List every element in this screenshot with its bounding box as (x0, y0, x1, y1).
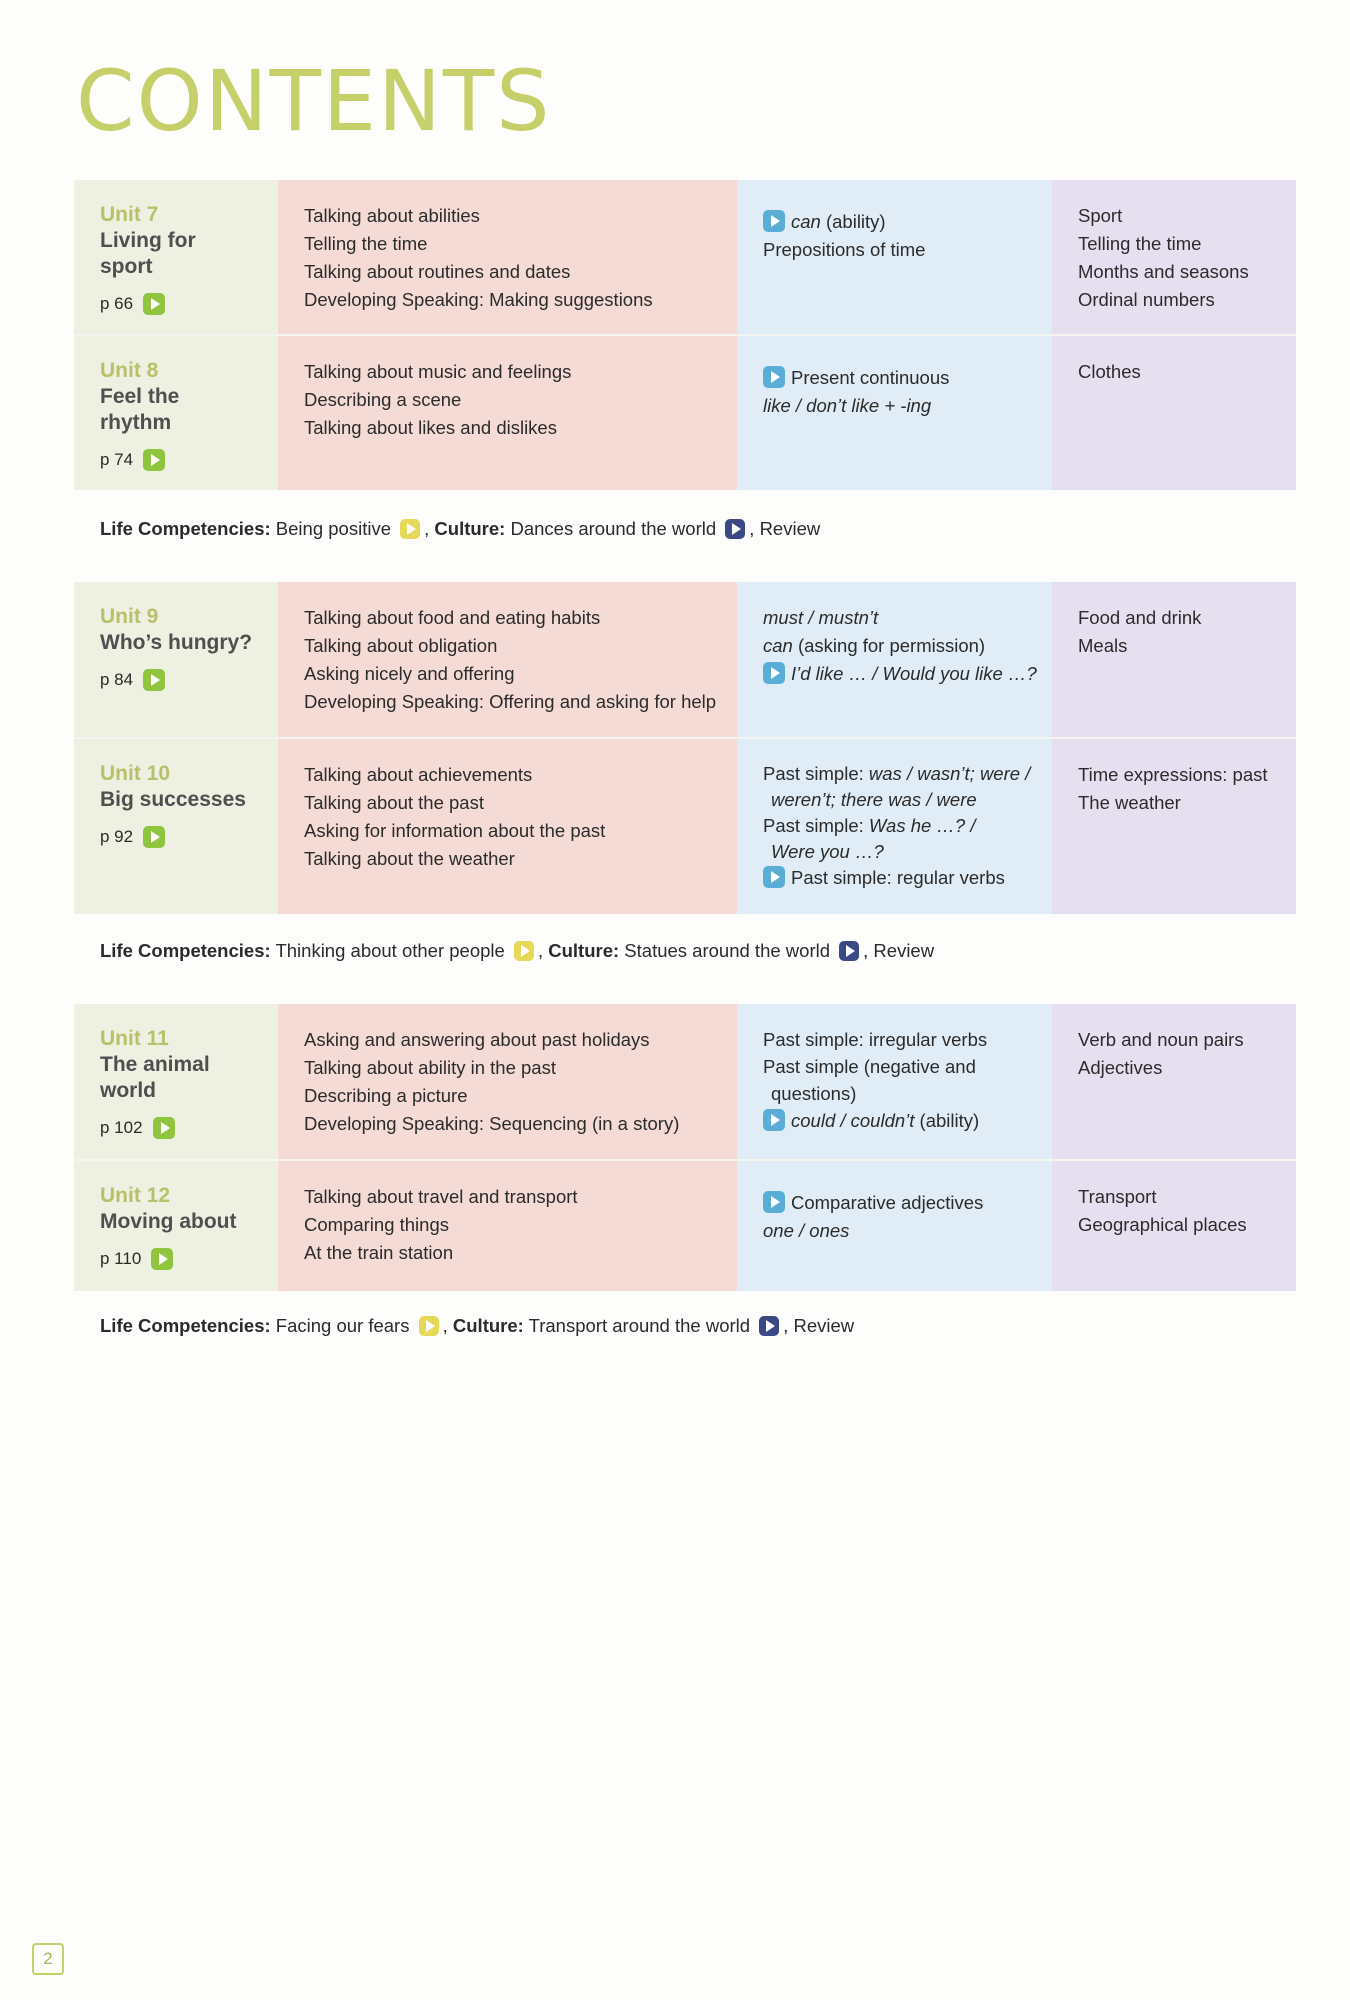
unit-row-11 (74, 1004, 1296, 1161)
function-item: Talking about the past (304, 792, 484, 813)
function-item: Talking about achievements (304, 764, 533, 785)
vocab-item: Meals (1078, 635, 1128, 656)
culture-text: Dances around the world (505, 518, 722, 539)
separator: , (537, 940, 549, 961)
unit-title: world (100, 1079, 156, 1102)
unit-page: p 102 (100, 1118, 143, 1137)
separator: , (424, 518, 435, 539)
review-link[interactable]: , Review (749, 518, 821, 539)
grammar-item: Past simple (negative and (763, 1056, 976, 1077)
vocab-item: Months and seasons (1078, 261, 1249, 282)
grammar-item: weren’t; there was / were (771, 789, 977, 810)
function-item: Talking about abilities (304, 205, 480, 226)
unit-page: p 110 (100, 1249, 142, 1268)
grammar-item: Present continuous (791, 367, 950, 388)
unit-title: Feel the (100, 385, 180, 408)
function-item: Describing a picture (304, 1085, 468, 1106)
grammar-item: was / wasn’t; were / (868, 763, 1031, 784)
function-item: Developing Speaking: Sequencing (in a story) (304, 1113, 680, 1134)
grammar-item: I’d like … / Would you like …? (791, 663, 1037, 684)
vocab-item: Food and drink (1078, 607, 1202, 628)
unit-cell (74, 1161, 278, 1291)
grammar-item: Past simple: (763, 763, 869, 784)
unit-title: sport (100, 255, 153, 278)
grammar-cell (737, 739, 1052, 914)
grammar-cell (737, 180, 1052, 334)
block-footer (100, 518, 820, 540)
vocab-item: Clothes (1078, 361, 1141, 382)
grammar-item: can (791, 211, 821, 232)
grammar-item: questions) (771, 1083, 857, 1104)
unit-cell (74, 180, 278, 334)
life-competencies-text: Thinking about other people (270, 940, 510, 961)
unit-page: p 84 (100, 670, 134, 689)
separator: , (442, 1315, 453, 1336)
contents-block-1 (74, 180, 1296, 490)
unit-number: Unit 12 (100, 1184, 171, 1207)
unit-cell (74, 336, 278, 490)
grammar-cell (737, 582, 1052, 737)
vocabulary-cell (1052, 1004, 1296, 1159)
unit-cell (74, 582, 278, 737)
play-icon[interactable] (839, 941, 859, 961)
grammar-item: (ability) (820, 211, 886, 232)
play-icon[interactable] (763, 1109, 785, 1131)
grammar-item: (asking for permission) (792, 635, 986, 656)
page-number: 2 (32, 1943, 64, 1975)
function-item: Talking about likes and dislikes (304, 417, 557, 438)
unit-title: Living for (100, 229, 196, 252)
page-title: CONTENTS (76, 52, 552, 150)
vocabulary-cell (1052, 180, 1296, 334)
culture-label: Culture: (548, 940, 620, 961)
unit-page: p 92 (100, 827, 134, 846)
function-item: Describing a scene (304, 389, 462, 410)
functions-cell (278, 1161, 737, 1291)
unit-row-8 (74, 336, 1296, 490)
vocabulary-cell (1052, 336, 1296, 490)
play-icon[interactable] (514, 941, 534, 961)
unit-number: Unit 9 (100, 605, 159, 628)
unit-cell (74, 1004, 278, 1159)
play-icon[interactable] (759, 1316, 779, 1336)
life-competencies-label: Life Competencies: (100, 518, 271, 539)
unit-row-12 (74, 1161, 1296, 1291)
grammar-item: one / ones (763, 1220, 850, 1241)
grammar-item: must / mustn’t (763, 607, 879, 628)
grammar-item: Past simple: (763, 815, 869, 836)
play-icon[interactable] (763, 366, 785, 388)
grammar-item: can (763, 635, 793, 656)
grammar-cell (737, 1004, 1052, 1159)
grammar-item: Was he …? / (868, 815, 976, 836)
play-icon[interactable] (143, 669, 165, 691)
vocab-item: Verb and noun pairs (1078, 1029, 1244, 1050)
function-item: Asking and answering about past holidays (304, 1029, 650, 1050)
function-item: At the train station (304, 1242, 454, 1263)
unit-title: The animal (100, 1053, 210, 1076)
life-competencies-text: Facing our fears (270, 1315, 415, 1336)
vocab-item: Adjectives (1078, 1057, 1163, 1078)
function-item: Developing Speaking: Offering and asking for help (304, 691, 717, 712)
unit-row-9 (74, 582, 1296, 739)
unit-number: Unit 10 (100, 762, 171, 785)
grammar-item: like / don’t like + -ing (763, 395, 932, 416)
vocabulary-cell (1052, 582, 1296, 737)
function-item: Asking for information about the past (304, 820, 606, 841)
play-icon[interactable] (143, 826, 165, 848)
grammar-item: (ability) (914, 1110, 980, 1131)
function-item: Talking about food and eating habits (304, 607, 601, 628)
review-link[interactable]: , Review (863, 940, 935, 961)
grammar-item: Comparative adjectives (791, 1192, 984, 1213)
vocab-item: The weather (1078, 792, 1181, 813)
functions-cell (278, 180, 737, 334)
function-item: Talking about the weather (304, 848, 515, 869)
contents-block-2 (74, 582, 1296, 914)
vocab-item: Telling the time (1078, 233, 1202, 254)
grammar-item: could / couldn’t (791, 1110, 915, 1131)
vocabulary-cell (1052, 1161, 1296, 1291)
play-icon[interactable] (143, 449, 165, 471)
function-item: Talking about music and feelings (304, 361, 572, 382)
unit-title: Big successes (100, 788, 246, 811)
function-item: Talking about routines and dates (304, 261, 571, 282)
culture-text: Transport around the world (523, 1315, 756, 1336)
unit-row-10 (74, 739, 1296, 914)
play-icon[interactable] (763, 866, 785, 888)
culture-text: Statues around the world (619, 940, 836, 961)
vocab-item: Sport (1078, 205, 1123, 226)
unit-title: Who’s hungry? (100, 631, 253, 654)
life-competencies-label: Life Competencies: (100, 1315, 271, 1336)
unit-title: rhythm (100, 411, 172, 434)
function-item: Talking about travel and transport (304, 1186, 578, 1207)
unit-page: p 74 (100, 450, 134, 469)
play-icon[interactable] (725, 519, 745, 539)
unit-number: Unit 7 (100, 203, 159, 226)
grammar-item: Prepositions of time (763, 239, 926, 260)
unit-number: Unit 8 (100, 359, 159, 382)
function-item: Talking about ability in the past (304, 1057, 556, 1078)
vocab-item: Transport (1078, 1186, 1157, 1207)
play-icon[interactable] (419, 1316, 439, 1336)
block-footer (100, 940, 934, 962)
play-icon[interactable] (763, 662, 785, 684)
grammar-item: Past simple: irregular verbs (763, 1029, 988, 1050)
grammar-cell (737, 336, 1052, 490)
review-link[interactable]: , Review (783, 1315, 855, 1336)
block-footer (100, 1315, 854, 1337)
unit-number: Unit 11 (100, 1027, 169, 1050)
vocab-item: Ordinal numbers (1078, 289, 1215, 310)
play-icon[interactable] (153, 1117, 175, 1139)
play-icon[interactable] (400, 519, 420, 539)
unit-page: p 66 (100, 294, 134, 313)
play-icon[interactable] (763, 1191, 785, 1213)
culture-label: Culture: (434, 518, 506, 539)
functions-cell (278, 739, 737, 914)
function-item: Telling the time (304, 233, 428, 254)
life-competencies-label: Life Competencies: (100, 940, 271, 961)
grammar-item: Past simple: regular verbs (791, 867, 1005, 888)
functions-cell (278, 336, 737, 490)
vocabulary-cell (1052, 739, 1296, 914)
functions-cell (278, 1004, 737, 1159)
function-item: Talking about obligation (304, 635, 498, 656)
vocab-item: Time expressions: past (1078, 764, 1268, 785)
unit-row-7 (74, 180, 1296, 336)
contents-block-3 (74, 1004, 1296, 1291)
grammar-item: Were you …? (771, 841, 884, 862)
functions-cell (278, 582, 737, 737)
function-item: Asking nicely and offering (304, 663, 515, 684)
play-icon[interactable] (151, 1248, 173, 1270)
culture-label: Culture: (452, 1315, 524, 1336)
grammar-cell (737, 1161, 1052, 1291)
function-item: Developing Speaking: Making suggestions (304, 289, 653, 310)
function-item: Comparing things (304, 1214, 449, 1235)
vocab-item: Geographical places (1078, 1214, 1247, 1235)
play-icon[interactable] (763, 210, 785, 232)
unit-title: Moving about (100, 1210, 237, 1233)
life-competencies-text: Being positive (270, 518, 397, 539)
play-icon[interactable] (143, 293, 165, 315)
unit-cell (74, 739, 278, 914)
